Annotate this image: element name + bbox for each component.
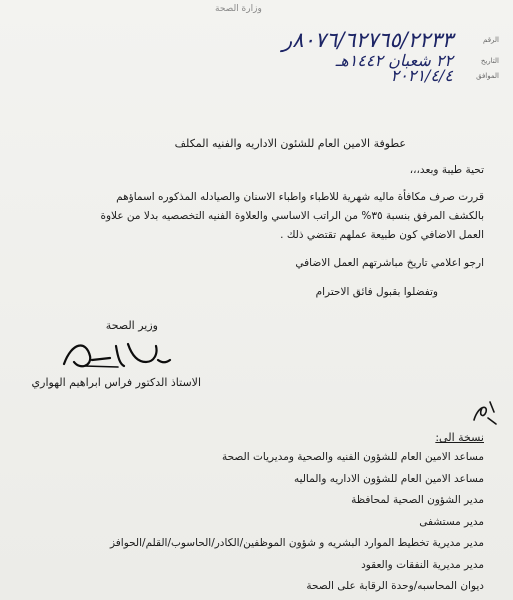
addressee: عطوفة الامين العام للشئون الاداريه والفنيه المكلف	[174, 137, 406, 150]
gregorian-date-label: الموافق	[476, 72, 499, 80]
copy-recipient: ديوان المحاسبه/وحدة الرقابة على الصحة	[306, 580, 484, 592]
copy-recipient: مساعد الامين العام للشؤون الاداريه والماليه	[293, 472, 484, 485]
gregorian-date: ٢٠٢١/٤/٤	[390, 66, 453, 85]
hijri-date-label: التاريخ	[480, 57, 499, 65]
copy-recipient: مساعد الامين العام للشؤون الفنيه والصحية ومديريات الصحة	[222, 451, 484, 463]
closing-line: وتفضلوا بقبول فائق الاحترام	[315, 286, 438, 298]
paragraph-line-2: بالكشف المرفق بنسبة ٣٥% من الراتب الاساسي والعلاوة الفنيه التخصصيه بدلا من علاوة	[100, 210, 484, 222]
signatory-title: وزير الصحة	[105, 319, 158, 332]
paragraph-line-1: قررت صرف مكافأة ماليه شهرية للاطباء واطباء الاسنان والصيادله المذكوره اسماؤهم	[116, 191, 484, 203]
request-line: ارجو اعلامي تاريخ مباشرتهم العمل الاضافي	[295, 257, 484, 269]
ministry-faint-text: وزارة الصحة	[215, 4, 262, 14]
copy-recipient: مدير مديرية النفقات والعقود	[361, 558, 484, 571]
copies-list	[110, 447, 484, 598]
ref-number: ٨٠٧٦/٦٢٧٦٥/٢٢٣٣ر	[282, 28, 453, 52]
copy-recipient: مدير مديرية تخطيط الموارد البشريه و شؤون الموظفين/الكادر/الحاسوب/القلم/الحوافز	[109, 537, 484, 549]
copy-recipient: مدير مستشفى	[419, 515, 484, 528]
handwritten-signature	[58, 336, 173, 374]
signatory-name: الاستاذ الدكتور فراس ابراهيم الهواري	[31, 376, 201, 389]
greeting: تحية طيبة وبعد،،،	[409, 164, 484, 176]
copies-heading: نسخة الى:	[435, 431, 484, 444]
hijri-date: ٢٢ شعبان ١٤٤٢هـ	[335, 51, 453, 70]
ref-label: الرقم	[483, 36, 499, 44]
handwritten-note-mark	[470, 398, 500, 428]
copy-recipient: مدير الشؤون الصحية لمحافظة	[351, 494, 484, 506]
paragraph-line-3: العمل الاضافي كون طبيعة عملهم تقتضي ذلك .	[280, 229, 484, 241]
